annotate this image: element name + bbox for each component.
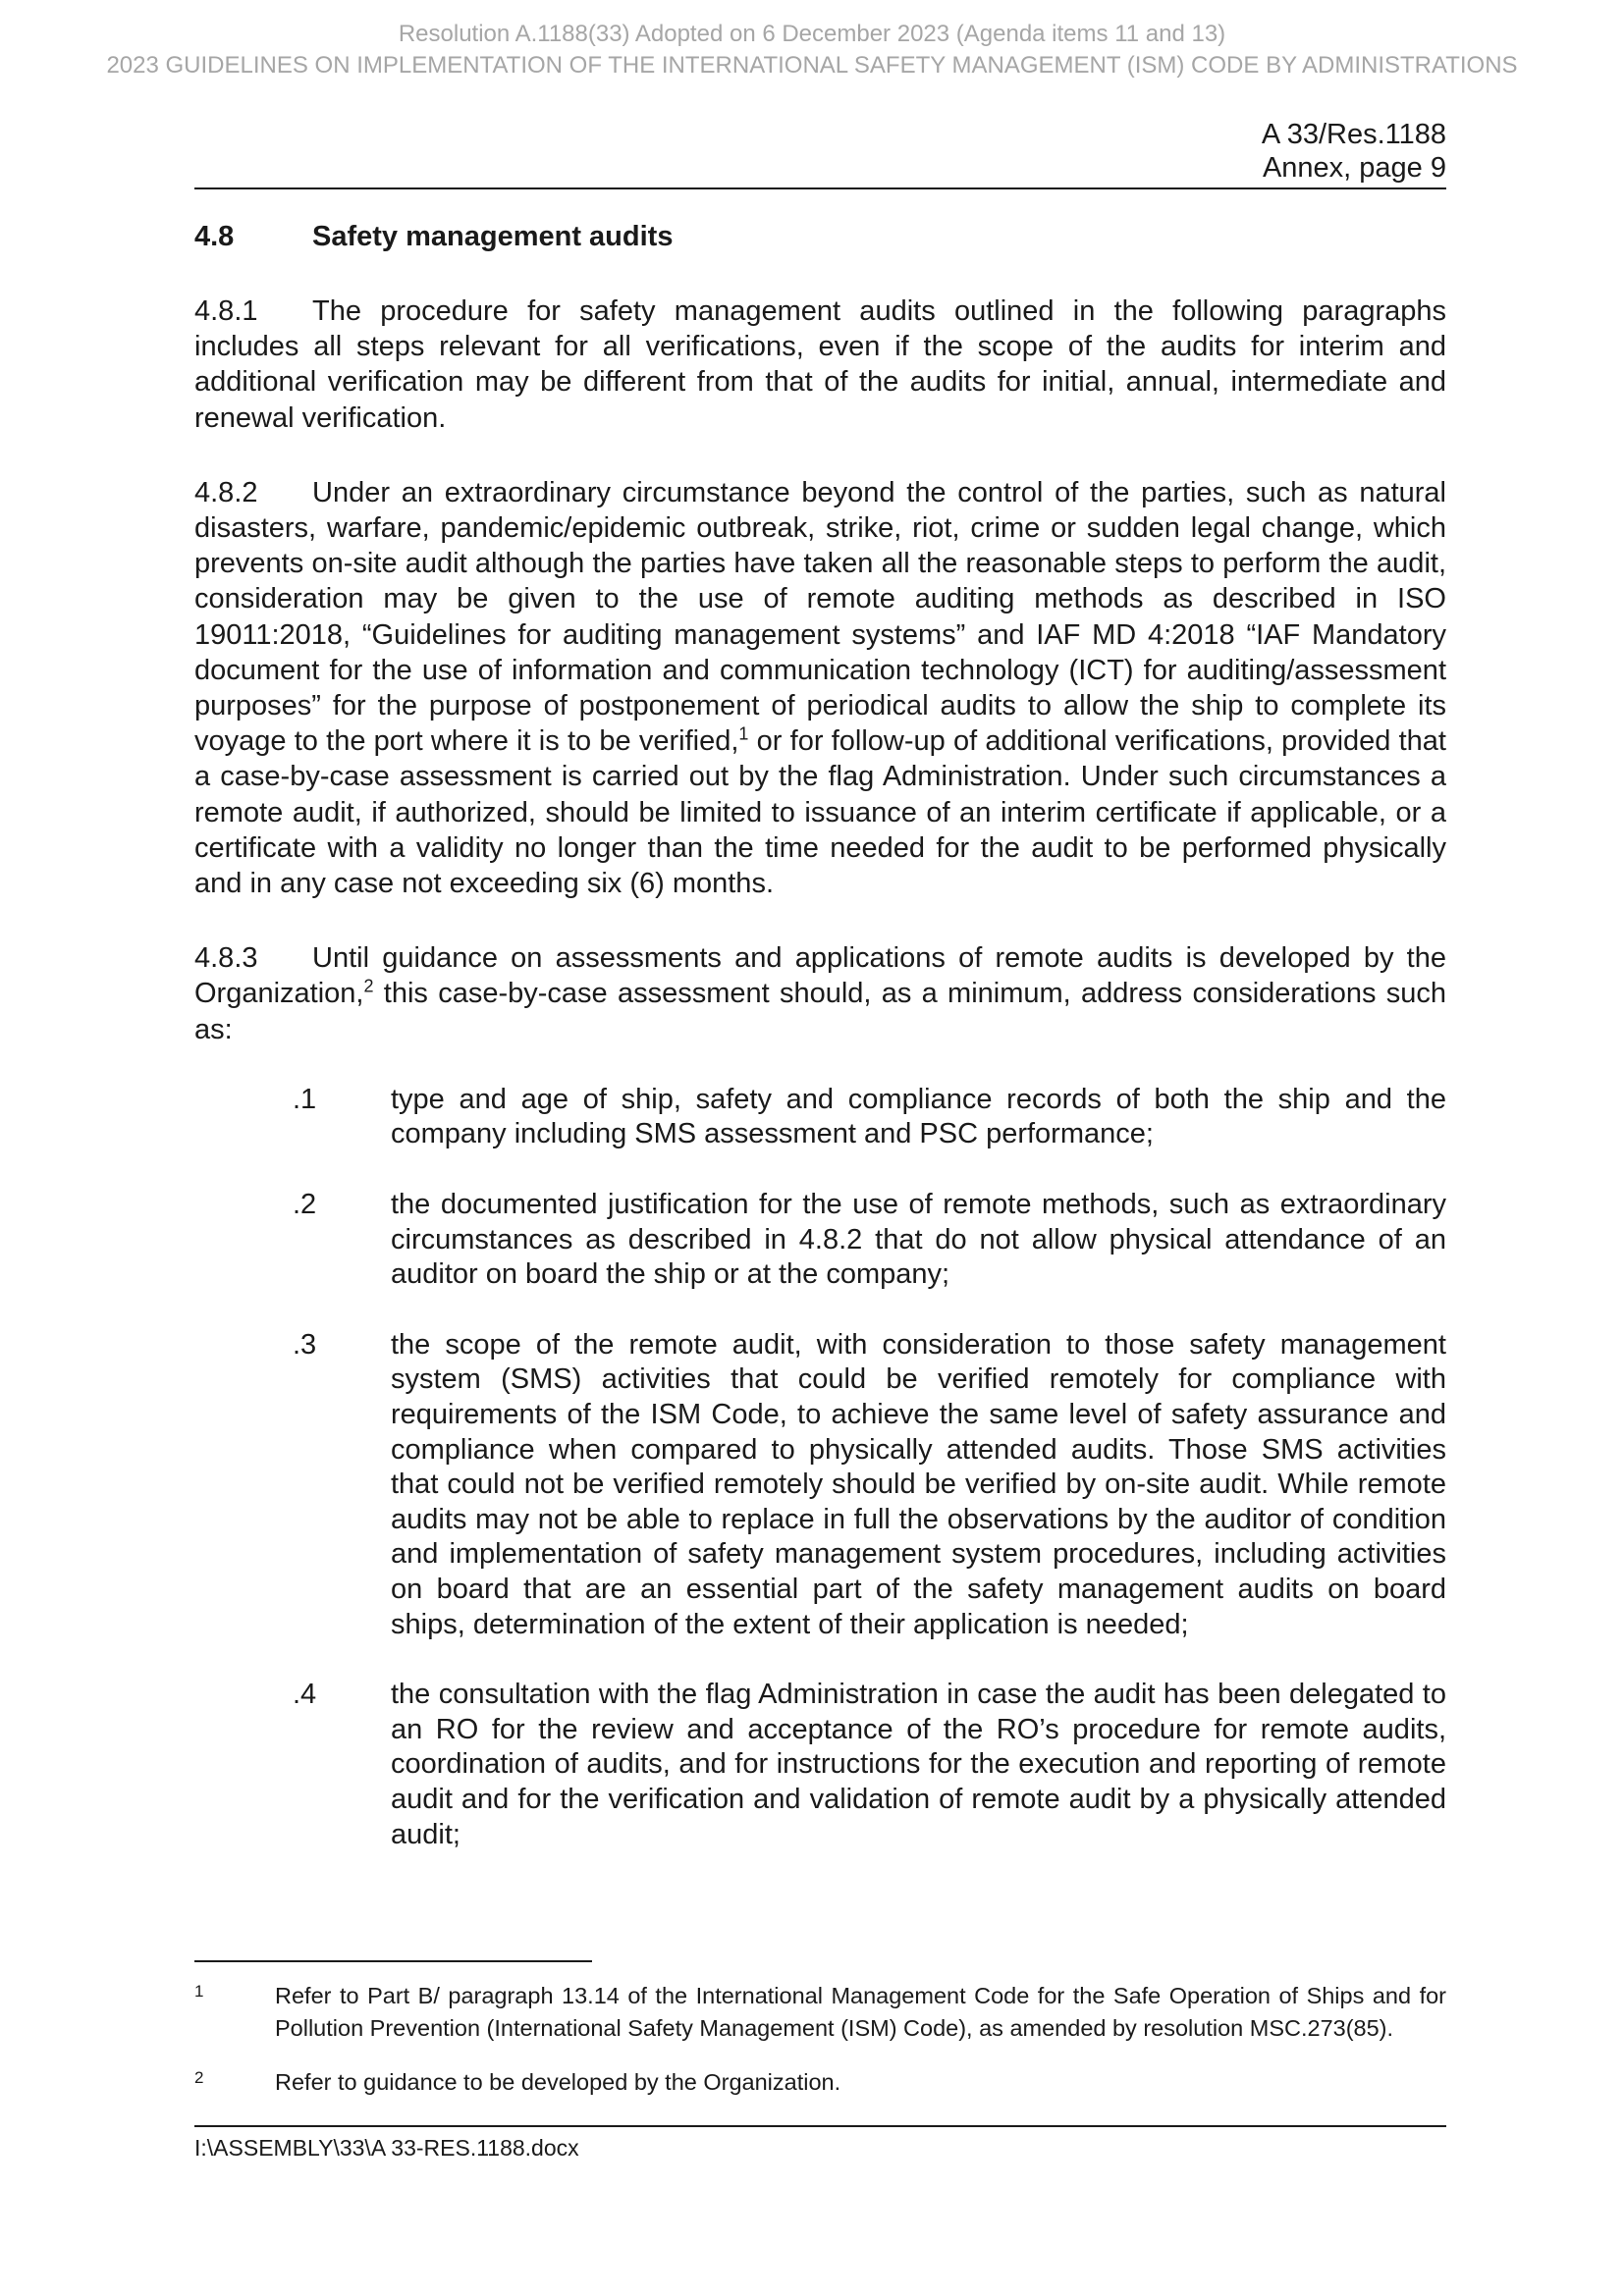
footnote — [194, 1980, 1446, 2045]
footer-file-path: I:\ASSEMBLY\33\A 33-RES.1188.docx — [194, 2135, 579, 2161]
section-heading — [194, 219, 1446, 254]
list-item — [194, 1678, 1446, 1852]
footnote-number: 1 — [194, 1982, 204, 2001]
list-item — [194, 1083, 1446, 1152]
document-page — [194, 118, 1446, 1852]
document-header — [194, 118, 1446, 189]
paragraph-text-continued: this case-by-case assessment should, as a minimum, address considerations such as: — [194, 978, 1446, 1045]
paragraph-text: The procedure for safety management audits outlined in the following paragraphs includes all steps relevant for all verifications, even if the scope of the audits for interim and additional verification may be different from that of the audits for initial, annual, intermediate and renewal verification. — [194, 295, 1446, 434]
footnote-reference[interactable]: 2 — [363, 976, 374, 996]
watermark-line-2: 2023 GUIDELINES ON IMPLEMENTATION OF THE INTERNATIONAL SAFETY MANAGEMENT (ISM) CODE BY ADMINISTRATIONS — [106, 52, 1518, 79]
section-title: Safety management audits — [312, 221, 674, 252]
list-item-number: .3 — [293, 1328, 317, 1361]
list-item-number: .2 — [293, 1189, 317, 1221]
list-item — [194, 1328, 1446, 1642]
list-item-text: the scope of the remote audit, with consideration to those safety management system (SMS) activities that could be verified remotely for compliance with requirements of the ISM Code, to achieve the same level of safety assurance and compliance when compared to physically attended audits. Those SMS activities that could not be verified remotely should be verified by on-site audit. While remote audits may not be able to replace in full the observations by the auditor of condition and implementation of safety management system procedures, including activities on board that are an essential part of the safety management audits on board ships, determination of the extent of their application is needed; — [391, 1328, 1446, 1640]
footnote-text: Refer to guidance to be developed by the Organization. — [275, 2069, 841, 2095]
list-item-text: the documented justification for the use of remote methods, such as extraordinary circumstances as described in 4.8.2 that do not allow physical attendance of an auditor on board the ship or at the company; — [391, 1189, 1446, 1291]
footnotes — [194, 1980, 1446, 2120]
document-symbol: A 33/Res.1188 — [1261, 119, 1446, 150]
paragraph-text: Until guidance on assessments and applications of remote audits is developed by the Organization, — [194, 942, 1446, 1010]
list-item-text: the consultation with the flag Administration in case the audit has been delegated to an RO for the review and acceptance of the RO’s procedure for remote audits, coordination of audits, and for instructions for the execution and reporting of remote audit and for the verification and validation of remote audit by a physically attended audit; — [391, 1679, 1446, 1850]
paragraph-text: Under an extraordinary circumstance beyond the control of the parties, such as natural disasters, warfare, pandemic/epidemic outbreak, strike, riot, crime or sudden legal change, which prevents on-site audit although the parties have taken all the reasonable steps to perform the audit, consideration may be given to the use of remote auditing methods as described in ISO 19011:2018, “Guidelines for auditing management systems” and IAF MD 4:2018 “IAF Mandatory document for the use of information and communication technology (ICT) for auditing/assessment purposes” for the purpose of postponement of periodical audits to allow the ship to complete its voyage to the port where it is to be verified, — [194, 476, 1446, 758]
paragraph-4-8-1 — [194, 294, 1446, 436]
paragraph-text-continued: or for follow-up of additional verifications, provided that a case-by-case assessment is carried out by the flag Administration. Under such circumstances a remote audit, if authorized, should be limited to issuance of an interim certificate if applicable, or a certificate with a validity no longer than the time needed for the audit to be performed physically and in any case not exceeding six (6) months. — [194, 725, 1446, 900]
paragraph-number: 4.8.1 — [194, 295, 258, 327]
footer-separator — [194, 2125, 1446, 2127]
list-item-number: .4 — [293, 1679, 317, 1711]
footnote — [194, 2066, 1446, 2099]
paragraph-number: 4.8.3 — [194, 942, 258, 975]
footnote-text: Refer to Part B/ paragraph 13.14 of the International Management Code for the Safe Operation of Ships and for Pollution Prevention (International Safety Management (ISM) Code), as amended by resolution MSC.273(85). — [275, 1983, 1446, 2041]
list-item-text: type and age of ship, safety and compliance records of both the ship and the company including SMS assessment and PSC performance; — [391, 1083, 1446, 1150]
paragraph-4-8-2 — [194, 475, 1446, 901]
page-reference: Annex, page 9 — [1262, 152, 1446, 184]
paragraph-4-8-3 — [194, 940, 1446, 1047]
list-item — [194, 1188, 1446, 1293]
watermark-line-1: Resolution A.1188(33) Adopted on 6 December 2023 (Agenda items 11 and 13) — [398, 21, 1226, 47]
footnote-separator — [194, 1960, 592, 1962]
footnote-number: 2 — [194, 2068, 204, 2087]
considerations-list — [194, 1083, 1446, 1852]
section-number: 4.8 — [194, 221, 235, 252]
footnote-reference[interactable]: 1 — [738, 723, 749, 744]
list-item-number: .1 — [293, 1083, 317, 1115]
paragraph-number: 4.8.2 — [194, 476, 258, 508]
